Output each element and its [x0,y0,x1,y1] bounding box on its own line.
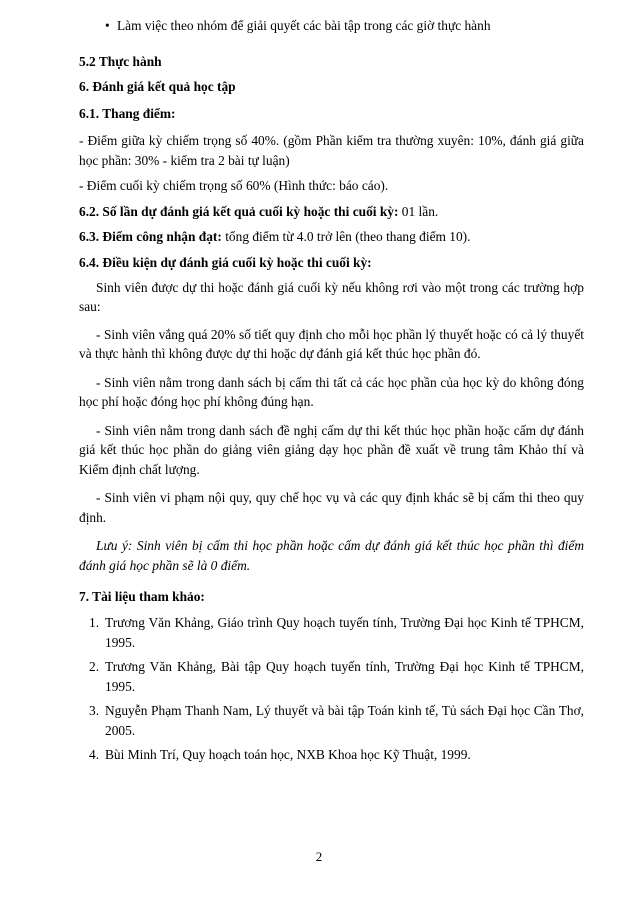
condition-item: - Sinh viên vắng quá 20% số tiết quy định cho mỗi học phần lý thuyết hoặc có cả lý thuyết và thực hành thì không được dự thi hoặc dự đánh giá kết thúc học phần đó. [79,326,584,361]
heading-7: 7. Tài liệu tham khảo: [79,589,205,604]
reference-number: 4. [89,747,100,762]
bullet-icon: • [105,18,110,33]
note-text: Lưu ý: Sinh viên bị cấm thi học phần hoặc cấm dự đánh giá kết thúc học phần thì điểm đánh giá học phần sẽ là 0 điểm. [79,538,584,573]
heading-6-2-label: 6.2. Số lần dự đánh giá kết quả cuối kỳ hoặc thi cuối kỳ: [79,203,399,219]
reference-item [79,657,584,696]
heading-5-2: 5.2 Thực hành [79,54,162,69]
reference-number: 1. [89,615,100,630]
heading-6-2 [79,202,584,222]
conditions-intro: Sinh viên được dự thi hoặc đánh giá cuối kỳ nếu không rơi vào một trong các trường hợp sau: [79,279,584,314]
condition-item: - Sinh viên nằm trong danh sách bị cấm thi tất cả các học phần của học kỳ do không đóng học phí hoặc đóng học phí không đúng hạn. [79,374,584,409]
reference-text: Nguyễn Phạm Thanh Nam, Lý thuyết và bài tập Toán kinh tế, Tủ sách Đại học Cần Thơ, 2005. [105,703,584,738]
heading-6: 6. Đánh giá kết quả học tập [79,79,236,94]
reference-number: 2. [89,659,100,674]
page-number: 2 [315,849,323,864]
page-content [79,16,584,770]
heading-6-2-value: 01 lần. [398,203,439,219]
reference-text: Trương Văn Khảng, Bài tập Quy hoạch tuyến tính, Trường Đại học Kinh tế TPHCM, 1995. [105,659,584,694]
reference-item [79,745,584,765]
bullet-list-item [105,16,584,36]
reference-text: Bùi Minh Trí, Quy hoạch toán học, NXB Khoa học Kỹ Thuật, 1999. [105,747,471,762]
heading-6-3 [79,227,584,247]
heading-6-1: 6.1. Thang điểm: [79,106,176,121]
condition-item: - Sinh viên vi phạm nội quy, quy chế học vụ và các quy định khác sẽ bị cấm thi theo quy định. [79,490,584,525]
bullet-item-text: Làm việc theo nhóm để giải quyết các bài tập trong các giờ thực hành [117,18,491,33]
reference-item [79,613,584,652]
final-weight-text: - Điểm cuối kỳ chiếm trọng số 60% (Hình thức: báo cáo). [79,178,389,193]
reference-number: 3. [89,703,100,718]
heading-6-4: 6.4. Điều kiện dự đánh giá cuối kỳ hoặc thi cuối kỳ: [79,254,372,270]
reference-item [79,701,584,740]
heading-6-3-value: tổng điểm từ 4.0 trở lên (theo thang điểm 10). [221,229,471,244]
midterm-weight-text: - Điểm giữa kỳ chiếm trọng số 40%. (gồm Phần kiểm tra thường xuyên: 10%, đánh giá giữa học phần: 30% - kiểm tra 2 bài tự luận) [79,133,584,168]
condition-item: - Sinh viên nằm trong danh sách đề nghị cấm dự thi kết thúc học phần hoặc cấm dự đánh giá kết thúc học phần do giảng viên giảng dạy học phần đề xuất về trung tâm Khảo thí và Kiểm định chất lượng. [79,422,584,477]
reference-text: Trương Văn Khảng, Giáo trình Quy hoạch tuyến tính, Trường Đại học Kinh tế TPHCM, 1995. [105,615,584,650]
reference-list [79,613,584,765]
heading-6-3-label: 6.3. Điểm công nhận đạt: [79,229,222,244]
